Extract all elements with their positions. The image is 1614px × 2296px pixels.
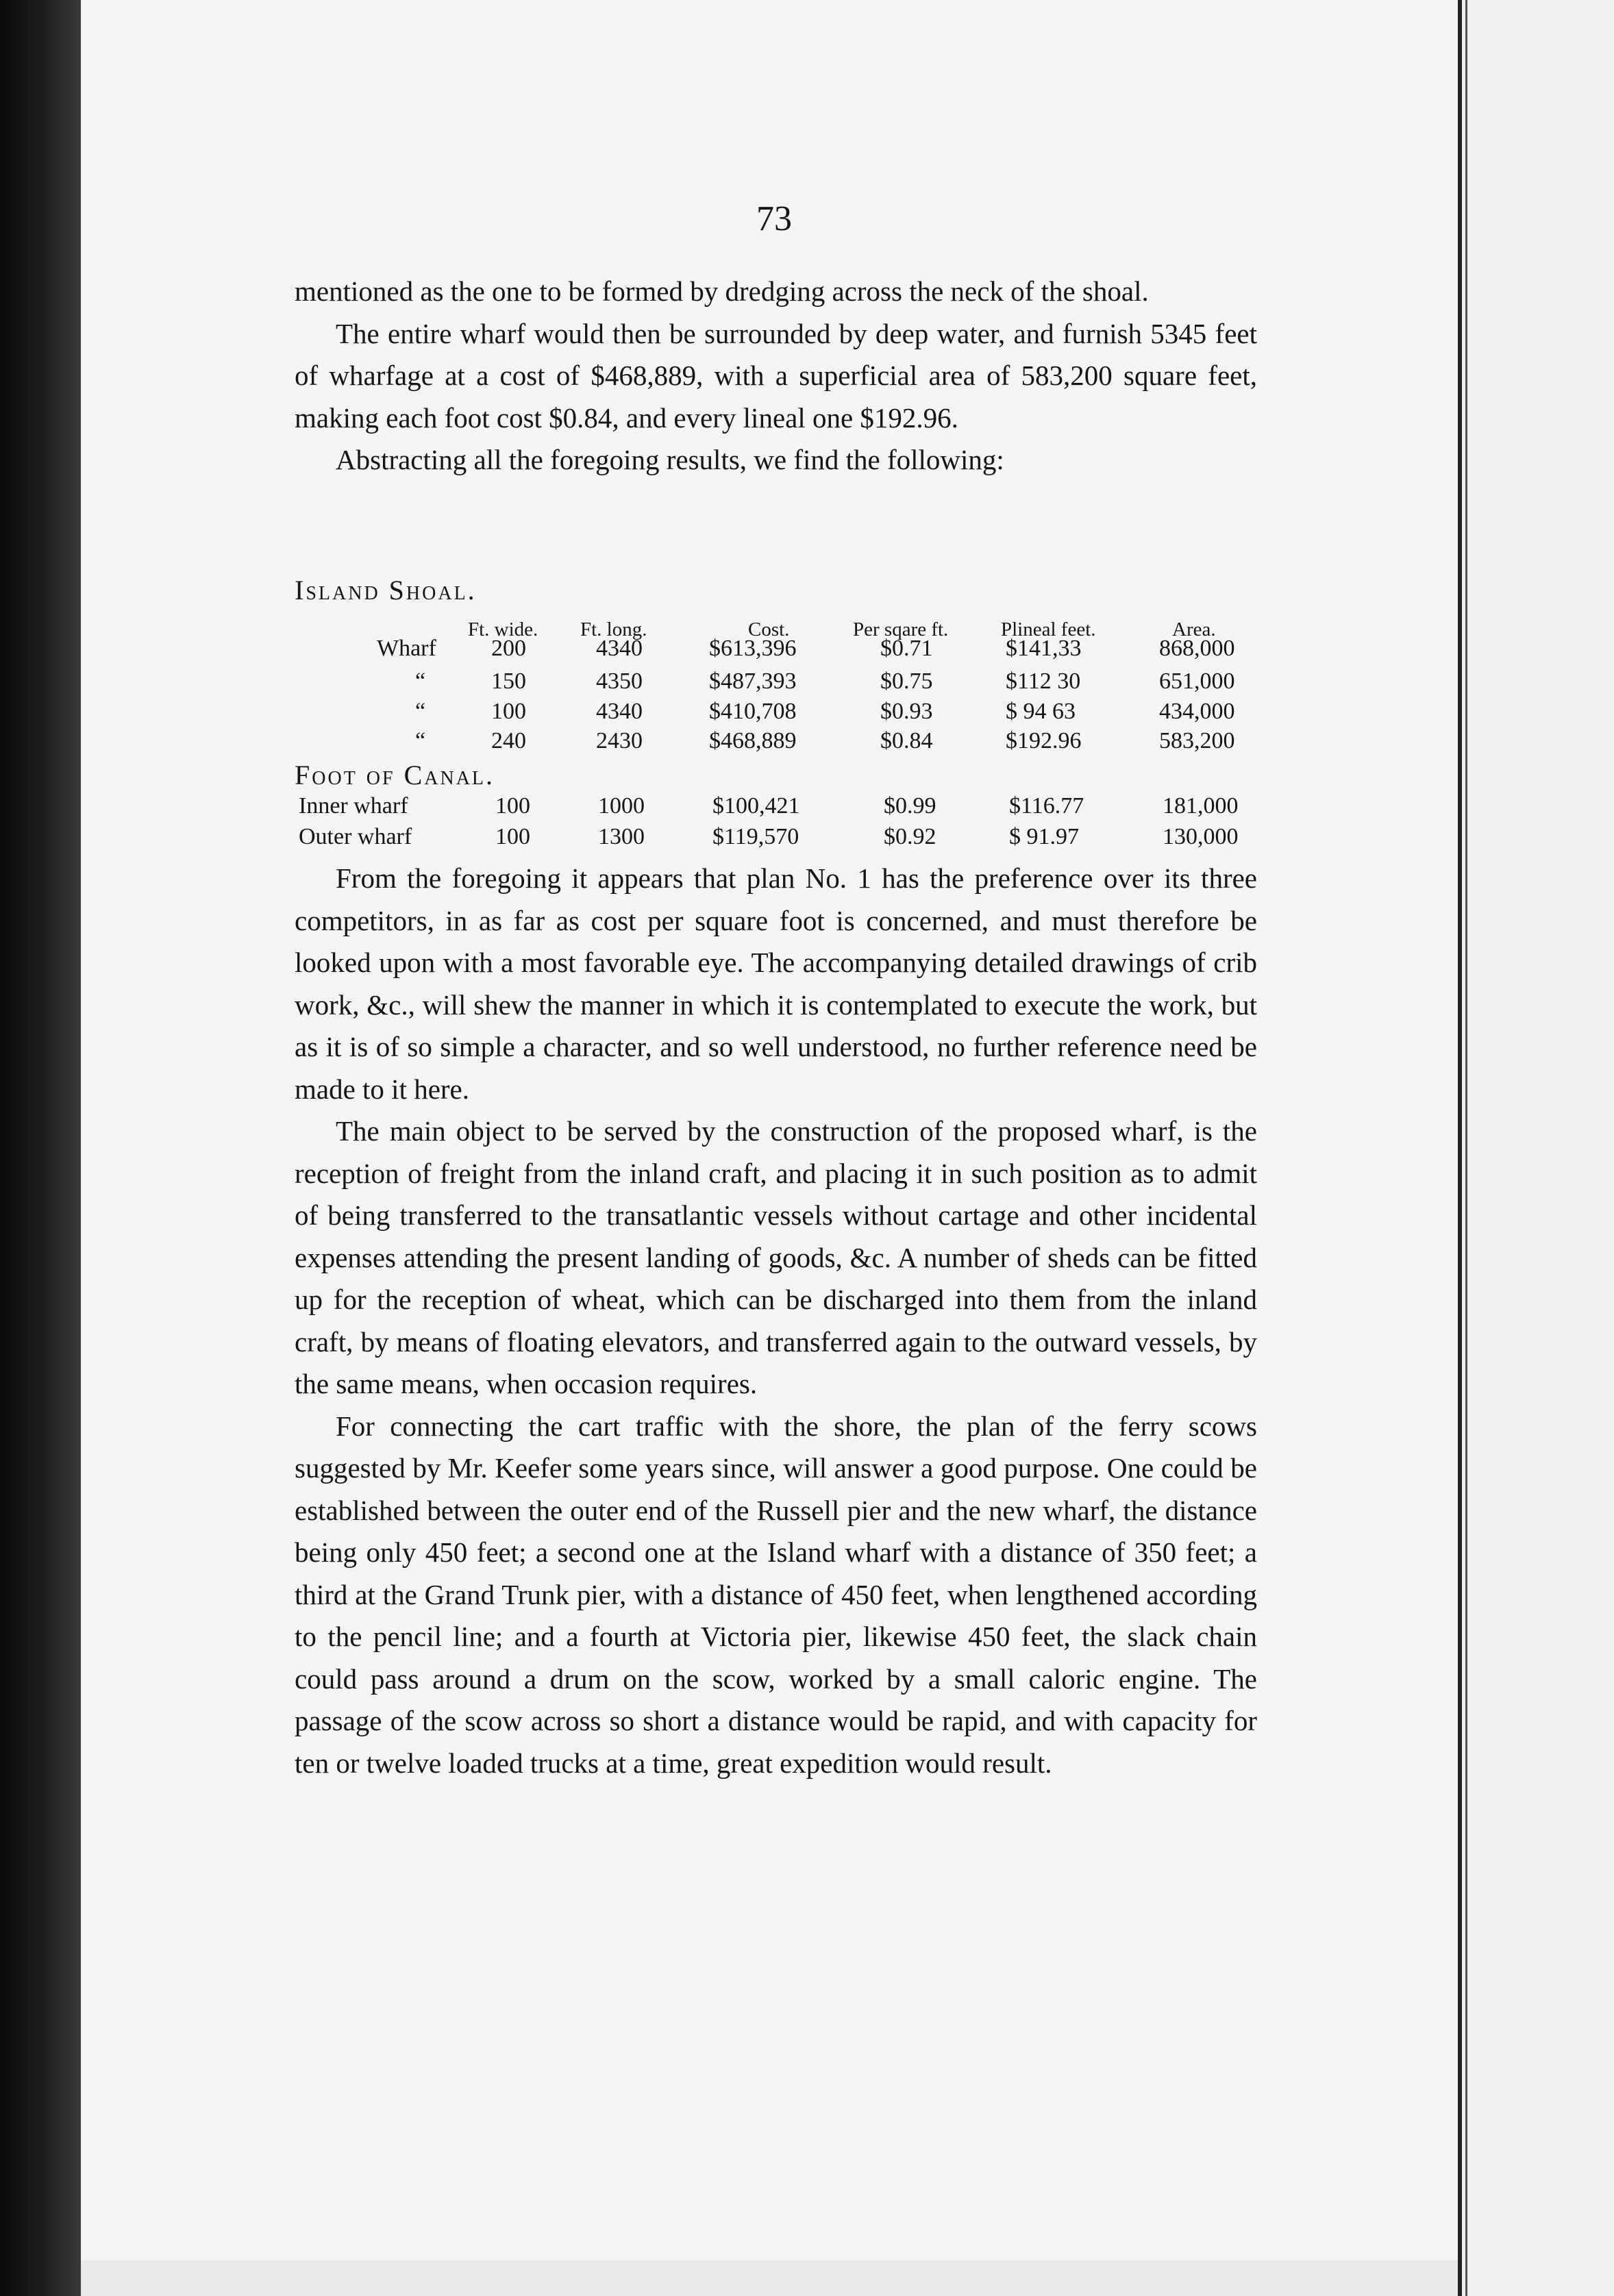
page-number: 73 (756, 199, 792, 238)
lineal-cell: $192.96 (1006, 728, 1082, 753)
length-cell: 1300 (598, 824, 645, 849)
lineal-cell: $141,33 (1006, 636, 1082, 661)
column-header: Ft. long. (580, 619, 647, 640)
length-cell: 4350 (596, 669, 643, 694)
column-header: Area. (1172, 619, 1216, 640)
per-square-cell: $0.71 (880, 636, 933, 661)
cost-cell: $487,393 (709, 669, 797, 694)
width-cell: 200 (491, 636, 526, 661)
length-cell: 2430 (596, 728, 643, 753)
body-text (295, 858, 1257, 1784)
cost-cell: $613,396 (709, 636, 797, 661)
row-label: “ (415, 669, 426, 694)
lineal-cell: $112 30 (1006, 669, 1081, 694)
body-paragraph: For connecting the cart traffic with the shore, the plan of the ferry scows suggested by Mr. Keefer some years since, will answer a good purpose. One could be established between the outer end of the Russell pier and the new wharf, the distance being only 450 feet; a second one at the Island wharf with a distance of 350 feet; a third at the Grand Trunk pier, with a distance of 450 feet, when lengthened according to the pencil line; and a fourth at Victoria pier, likewise 450 feet, the slack chain could pass around a drum on the scow, worked by a small caloric engine. The passage of the scow across so short a distance would be rapid, and with capacity for ten or twelve loaded trucks at a time, great expedition would result. (295, 1410, 1257, 1779)
body-paragraph: From the foregoing it appears that plan No. 1 has the preference over its three competitors, in as far as cost per square foot is concerned, and must therefore be looked upon with a most favorable eye. The accompanying detailed drawings of crib work, &c., will shew the manner in which it is contemplated to execute the work, but as it is of so simple a character, and so well understood, no further reference need be made to it here. (295, 862, 1257, 1105)
intro-paragraph: mentioned as the one to be formed by dredging across the neck of the shoal. (295, 275, 1149, 307)
intro-paragraph: The entire wharf would then be surrounded by deep water, and furnish 5345 feet of wharfage at a cost of $468,889, with a superficial area of 583,200 square feet, making each foot cost $0.84, and every lineal one $192.96. (295, 317, 1257, 434)
row-label: Inner wharf (299, 793, 408, 819)
cost-cell: $410,708 (709, 699, 797, 724)
column-header: Cost. (748, 619, 790, 640)
area-cell: 181,000 (1163, 793, 1239, 819)
column-header: Ft. wide. (468, 619, 538, 640)
lineal-cell: $116.77 (1009, 793, 1084, 819)
width-cell: 100 (491, 699, 526, 724)
facing-page-fold (1465, 0, 1467, 2296)
per-square-cell: $0.93 (880, 699, 933, 724)
per-square-cell: $0.75 (880, 669, 933, 694)
lineal-cell: $ 91.97 (1009, 824, 1079, 849)
cost-cell: $100,421 (712, 793, 800, 819)
width-cell: 100 (495, 793, 530, 819)
width-cell: 150 (491, 669, 526, 694)
book-spine-shadow (0, 0, 81, 2296)
per-square-cell: $0.99 (884, 793, 936, 819)
page-bottom-edge (81, 2260, 1458, 2296)
section-heading-foot-of-canal: Foot of Canal. (295, 760, 495, 790)
body-paragraph: The main object to be served by the construction of the proposed wharf, is the reception of freight from the inland craft, and placing it in such position as to admit of being transferred to the transatlantic vessels without cartage and other incidental expenses attending the present landing of goods, &c. A number of sheds can be fitted up for the reception of wheat, which can be discharged into them from the inland craft, by means of floating elevators, and transferred again to the outward vessels, by the same means, when occasion requires. (295, 1115, 1257, 1399)
column-header: Plineal feet. (1001, 619, 1096, 640)
area-cell: 651,000 (1159, 669, 1235, 694)
row-label: Outer wharf (299, 824, 412, 849)
per-square-cell: $0.92 (884, 824, 936, 849)
row-label: Wharf (377, 636, 436, 661)
area-cell: 583,200 (1159, 728, 1235, 753)
column-header: Per sqare ft. (853, 619, 949, 640)
intro-paragraph: Abstracting all the foregoing results, we find the following: (336, 444, 1004, 475)
length-cell: 4340 (596, 636, 643, 661)
row-label: “ (415, 728, 426, 753)
facing-page-edge (1458, 0, 1614, 2296)
intro-text (295, 271, 1257, 482)
cost-cell: $468,889 (709, 728, 797, 753)
cost-cell: $119,570 (712, 824, 799, 849)
area-cell: 868,000 (1159, 636, 1235, 661)
row-label: “ (415, 699, 426, 724)
area-cell: 130,000 (1163, 824, 1239, 849)
lineal-cell: $ 94 63 (1006, 699, 1076, 724)
section-heading-island-shoal: Island Shoal. (295, 575, 477, 606)
width-cell: 100 (495, 824, 530, 849)
width-cell: 240 (491, 728, 526, 753)
area-cell: 434,000 (1159, 699, 1235, 724)
per-square-cell: $0.84 (880, 728, 933, 753)
length-cell: 4340 (596, 699, 643, 724)
length-cell: 1000 (598, 793, 645, 819)
